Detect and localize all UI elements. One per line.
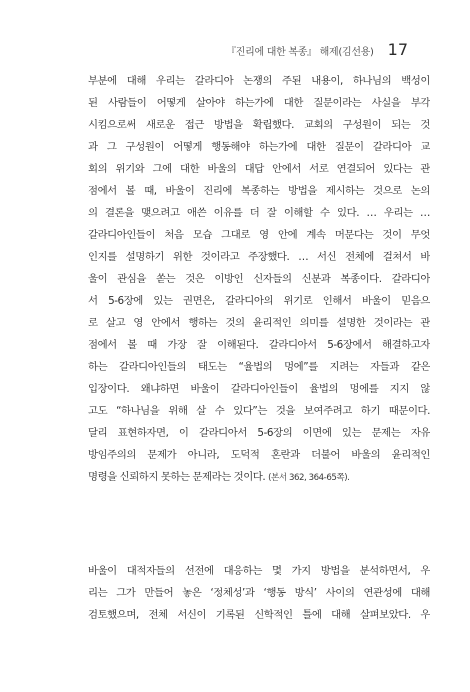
paragraph-line: 달리 표현하자면, 이 갈라디아서 5-6장의 이면에 있는 문제는 자유 (88, 427, 430, 439)
paragraph-line: 바울이 대적자들의 선전에 대응하는 몇 가지 방법을 분석하면서, 우 (88, 565, 430, 577)
paragraph-line: 리는 그가 만들어 놓은 ‘정체성’과 ‘행동 방식’ 사이의 연관성에 대해 (88, 587, 430, 599)
paragraph-line: 회의 위기와 그에 대한 바울의 대답 안에서 서로 연결되어 있다는 관 (88, 163, 430, 175)
paragraph-line: 의 결론을 맺으려고 애쓴 이유를 더 잘 이해할 수 있다. … 우리는 … (88, 207, 430, 219)
paragraph-line: 서 5-6장에 있는 권면은, 갈라디아의 위기로 인해서 바울이 믿음으 (88, 295, 430, 307)
paragraph-line: 검토했으며, 전체 서신이 기록된 신학적인 틀에 대해 살펴보았다. 우 (88, 609, 430, 621)
paragraph-line: 고도 “하나님을 위해 살 수 있다”는 것을 보여주려고 하기 때문이다. (88, 405, 430, 417)
paragraph-line: 울이 관심을 쏟는 것은 이방인 신자들의 신분과 복종이다. 갈라디아 (88, 273, 430, 285)
running-header (226, 40, 408, 59)
paragraph-line: 부분에 대해 우리는 갈라디아 논쟁의 주된 내용이, 하나님의 백성이 (88, 75, 430, 87)
citation: (본서 362, 364-65쪽). (268, 473, 350, 483)
paragraph-line: 로 살고 영 안에서 행하는 것의 윤리적인 의미를 설명한 것이라는 관 (88, 317, 430, 329)
paragraph-line: 과 그 구성원이 어떻게 행동해야 하는가에 대한 질문이 갈라디아 교 (88, 141, 430, 153)
paragraph-line: 점에서 볼 때, 바울이 진리에 복종하는 방법을 제시하는 것으로 논의 (88, 185, 430, 197)
paragraph-last-line (88, 466, 430, 488)
paragraph-line-text: 명령을 신뢰하지 못하는 문제라는 것이다. (88, 471, 266, 483)
paragraph-line: 하는 갈라디아인들의 태도는 “율법의 멍에”를 지려는 자들과 같은 (88, 361, 430, 373)
paragraph-line: 인지를 설명하기 위한 것이라고 주장했다. … 서신 전체에 걸쳐서 바 (88, 251, 430, 263)
paragraph-line: 방임주의의 문제가 아니라, 도덕적 혼란과 더불어 바울의 윤리적인 (88, 449, 430, 461)
paragraph-line: 시킴으로써 새로운 접근 방법을 확립했다. 교회의 구성원이 되는 것 (88, 119, 430, 131)
paragraph-2 (88, 560, 430, 626)
running-header-title: 『진리에 대한 복종』 해제(김선용) (226, 47, 374, 58)
paragraph-1 (88, 70, 430, 488)
paragraph-line: 갈라디아인들이 처음 모습 그대로 영 안에 계속 머문다는 것이 무엇 (88, 229, 430, 241)
page-number: 17 (387, 40, 408, 59)
paragraph-line: 점에서 볼 때 가장 잘 이해된다. 갈라디아서 5-6장에서 해결하고자 (88, 339, 430, 351)
paragraph-line: 된 사람들이 어떻게 살아야 하는가에 대한 질문이라는 사실을 부각 (88, 97, 430, 109)
paragraph-line: 입장이다. 왜냐하면 바울이 갈라디아인들이 율법의 멍에를 지지 않 (88, 383, 430, 395)
